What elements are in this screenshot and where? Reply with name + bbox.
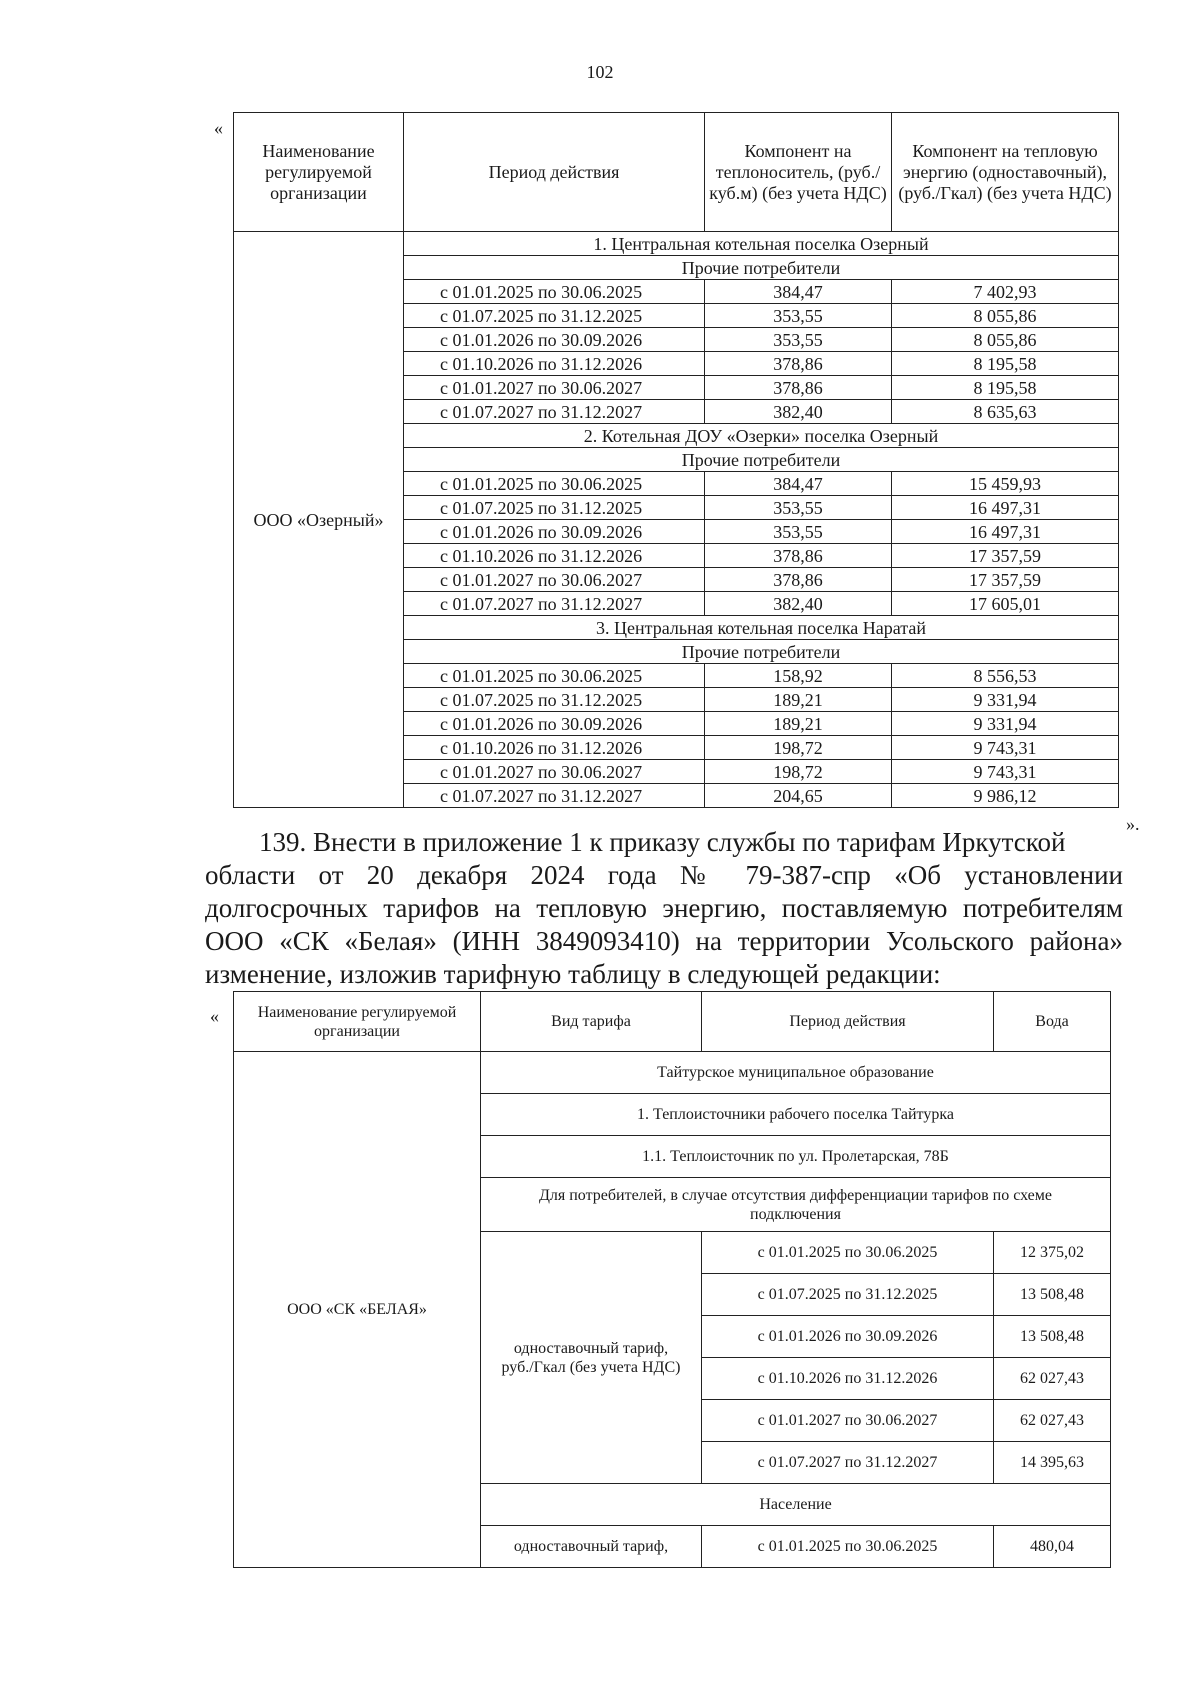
opening-quote: « <box>214 118 223 138</box>
paragraph-139-body: области от 20 декабря 2024 года № 79-387-спр «Об установлении долгосрочных тарифов на тепловую энергию, поставляемую потребителям ООО «СК «Белая» (ИНН 3849093410) на территории Усольского района» изменение, изложив тарифную таблицу в следующей редакции: <box>205 860 1123 989</box>
energy-value: 7 402,93 <box>892 280 1119 304</box>
organization-cell: ООО «СК «БЕЛАЯ» <box>234 1052 481 1568</box>
carrier-value: 384,47 <box>705 472 892 496</box>
paragraph-139-line1: 139. Внести в приложение 1 к приказу службы по тарифам Иркутской <box>259 827 1066 857</box>
tariff-table-ozerny <box>233 112 1119 808</box>
energy-value: 8 055,86 <box>892 328 1119 352</box>
water-value: 12 375,02 <box>994 1232 1111 1274</box>
period-cell: с 01.07.2025 по 31.12.2025 <box>404 688 705 712</box>
carrier-value: 189,21 <box>705 688 892 712</box>
period-cell: с 01.07.2027 по 31.12.2027 <box>404 592 705 616</box>
section-row: 1. Теплоисточники рабочего поселка Тайтурка <box>481 1094 1111 1136</box>
period-cell: с 01.01.2025 по 30.06.2025 <box>702 1526 994 1568</box>
period-cell: с 01.10.2026 по 31.12.2026 <box>404 352 705 376</box>
energy-value: 9 331,94 <box>892 688 1119 712</box>
carrier-value: 204,65 <box>705 784 892 808</box>
period-cell: с 01.01.2026 по 30.09.2026 <box>702 1316 994 1358</box>
page-number: 102 <box>586 62 614 82</box>
header-tariff-type: Вид тарифа <box>481 992 702 1052</box>
header-period: Период действия <box>404 113 705 232</box>
period-cell: с 01.01.2027 по 30.06.2027 <box>404 376 705 400</box>
section-title-row: 1. Центральная котельная поселка Озерный <box>404 232 1119 256</box>
energy-value: 17 357,59 <box>892 568 1119 592</box>
section-title-row: 3. Центральная котельная поселка Наратай <box>404 616 1119 640</box>
water-value: 480,04 <box>994 1526 1111 1568</box>
period-cell: с 01.01.2025 по 30.06.2025 <box>404 280 705 304</box>
period-cell: с 01.01.2025 по 30.06.2025 <box>702 1232 994 1274</box>
energy-value: 9 331,94 <box>892 712 1119 736</box>
carrier-value: 378,86 <box>705 544 892 568</box>
population-tariff-type: одноставочный тариф, <box>481 1526 702 1568</box>
carrier-value: 189,21 <box>705 712 892 736</box>
energy-value: 8 635,63 <box>892 400 1119 424</box>
energy-value: 16 497,31 <box>892 496 1119 520</box>
period-cell: с 01.10.2026 по 31.12.2026 <box>404 544 705 568</box>
water-value: 62 027,43 <box>994 1400 1111 1442</box>
period-cell: с 01.07.2027 по 31.12.2027 <box>702 1442 994 1484</box>
energy-value: 15 459,93 <box>892 472 1119 496</box>
header-water: Вода <box>994 992 1111 1052</box>
consumer-group-row: Для потребителей, в случае отсутствия дифференциации тарифов по схеме подключения <box>481 1178 1111 1232</box>
energy-value: 8 195,58 <box>892 376 1119 400</box>
period-cell: с 01.01.2025 по 30.06.2025 <box>404 664 705 688</box>
water-value: 62 027,43 <box>994 1358 1111 1400</box>
header-period: Период действия <box>702 992 994 1052</box>
period-cell: с 01.01.2026 по 30.09.2026 <box>404 712 705 736</box>
subsection-row: 1.1. Теплоисточник по ул. Пролетарская, 78Б <box>481 1136 1111 1178</box>
carrier-value: 353,55 <box>705 496 892 520</box>
period-cell: с 01.01.2026 по 30.09.2026 <box>404 520 705 544</box>
organization-cell: ООО «Озерный» <box>234 232 404 808</box>
carrier-value: 378,86 <box>705 568 892 592</box>
period-cell: с 01.07.2027 по 31.12.2027 <box>404 784 705 808</box>
municipality-row: Тайтурское муниципальное образование <box>481 1052 1111 1094</box>
water-value: 13 508,48 <box>994 1274 1111 1316</box>
energy-value: 8 055,86 <box>892 304 1119 328</box>
carrier-value: 382,40 <box>705 400 892 424</box>
energy-value: 17 605,01 <box>892 592 1119 616</box>
consumer-group-row: Прочие потребители <box>404 256 1119 280</box>
carrier-value: 353,55 <box>705 328 892 352</box>
tariff-table-belaya <box>233 991 1111 1568</box>
period-cell: с 01.07.2025 по 31.12.2025 <box>404 496 705 520</box>
water-value: 14 395,63 <box>994 1442 1111 1484</box>
energy-value: 16 497,31 <box>892 520 1119 544</box>
water-value: 13 508,48 <box>994 1316 1111 1358</box>
header-carrier-component: Компонент на теплоноситель, (руб./куб.м) (без учета НДС) <box>705 113 892 232</box>
carrier-value: 382,40 <box>705 592 892 616</box>
period-cell: с 01.01.2025 по 30.06.2025 <box>404 472 705 496</box>
energy-value: 9 743,31 <box>892 760 1119 784</box>
period-cell: с 01.07.2027 по 31.12.2027 <box>404 400 705 424</box>
carrier-value: 198,72 <box>705 736 892 760</box>
tariff-type-cell: одноставочный тариф, руб./Гкал (без учета НДС) <box>481 1232 702 1484</box>
energy-value: 8 556,53 <box>892 664 1119 688</box>
population-row: Население <box>481 1484 1111 1526</box>
carrier-value: 384,47 <box>705 280 892 304</box>
carrier-value: 158,92 <box>705 664 892 688</box>
opening-quote-2: « <box>210 1006 219 1026</box>
paragraph-139 <box>205 826 1123 991</box>
carrier-value: 353,55 <box>705 520 892 544</box>
period-cell: с 01.01.2026 по 30.09.2026 <box>404 328 705 352</box>
period-cell: с 01.10.2026 по 31.12.2026 <box>702 1358 994 1400</box>
energy-value: 9 743,31 <box>892 736 1119 760</box>
consumer-group-row: Прочие потребители <box>404 448 1119 472</box>
energy-value: 9 986,12 <box>892 784 1119 808</box>
period-cell: с 01.01.2027 по 30.06.2027 <box>404 760 705 784</box>
section-title-row: 2. Котельная ДОУ «Озерки» поселка Озерный <box>404 424 1119 448</box>
header-energy-component: Компонент на тепловую энергию (одноставочный), (руб./Гкал) (без учета НДС) <box>892 113 1119 232</box>
header-organization: Наименование регулируемой организации <box>234 113 404 232</box>
period-cell: с 01.01.2027 по 30.06.2027 <box>404 568 705 592</box>
consumer-group-row: Прочие потребители <box>404 640 1119 664</box>
carrier-value: 198,72 <box>705 760 892 784</box>
period-cell: с 01.07.2025 по 31.12.2025 <box>702 1274 994 1316</box>
closing-quote: ». <box>1126 814 1140 834</box>
header-organization: Наименование регулируемой организации <box>234 992 481 1052</box>
energy-value: 8 195,58 <box>892 352 1119 376</box>
energy-value: 17 357,59 <box>892 544 1119 568</box>
period-cell: с 01.07.2025 по 31.12.2025 <box>404 304 705 328</box>
carrier-value: 378,86 <box>705 376 892 400</box>
period-cell: с 01.10.2026 по 31.12.2026 <box>404 736 705 760</box>
carrier-value: 378,86 <box>705 352 892 376</box>
period-cell: с 01.01.2027 по 30.06.2027 <box>702 1400 994 1442</box>
carrier-value: 353,55 <box>705 304 892 328</box>
